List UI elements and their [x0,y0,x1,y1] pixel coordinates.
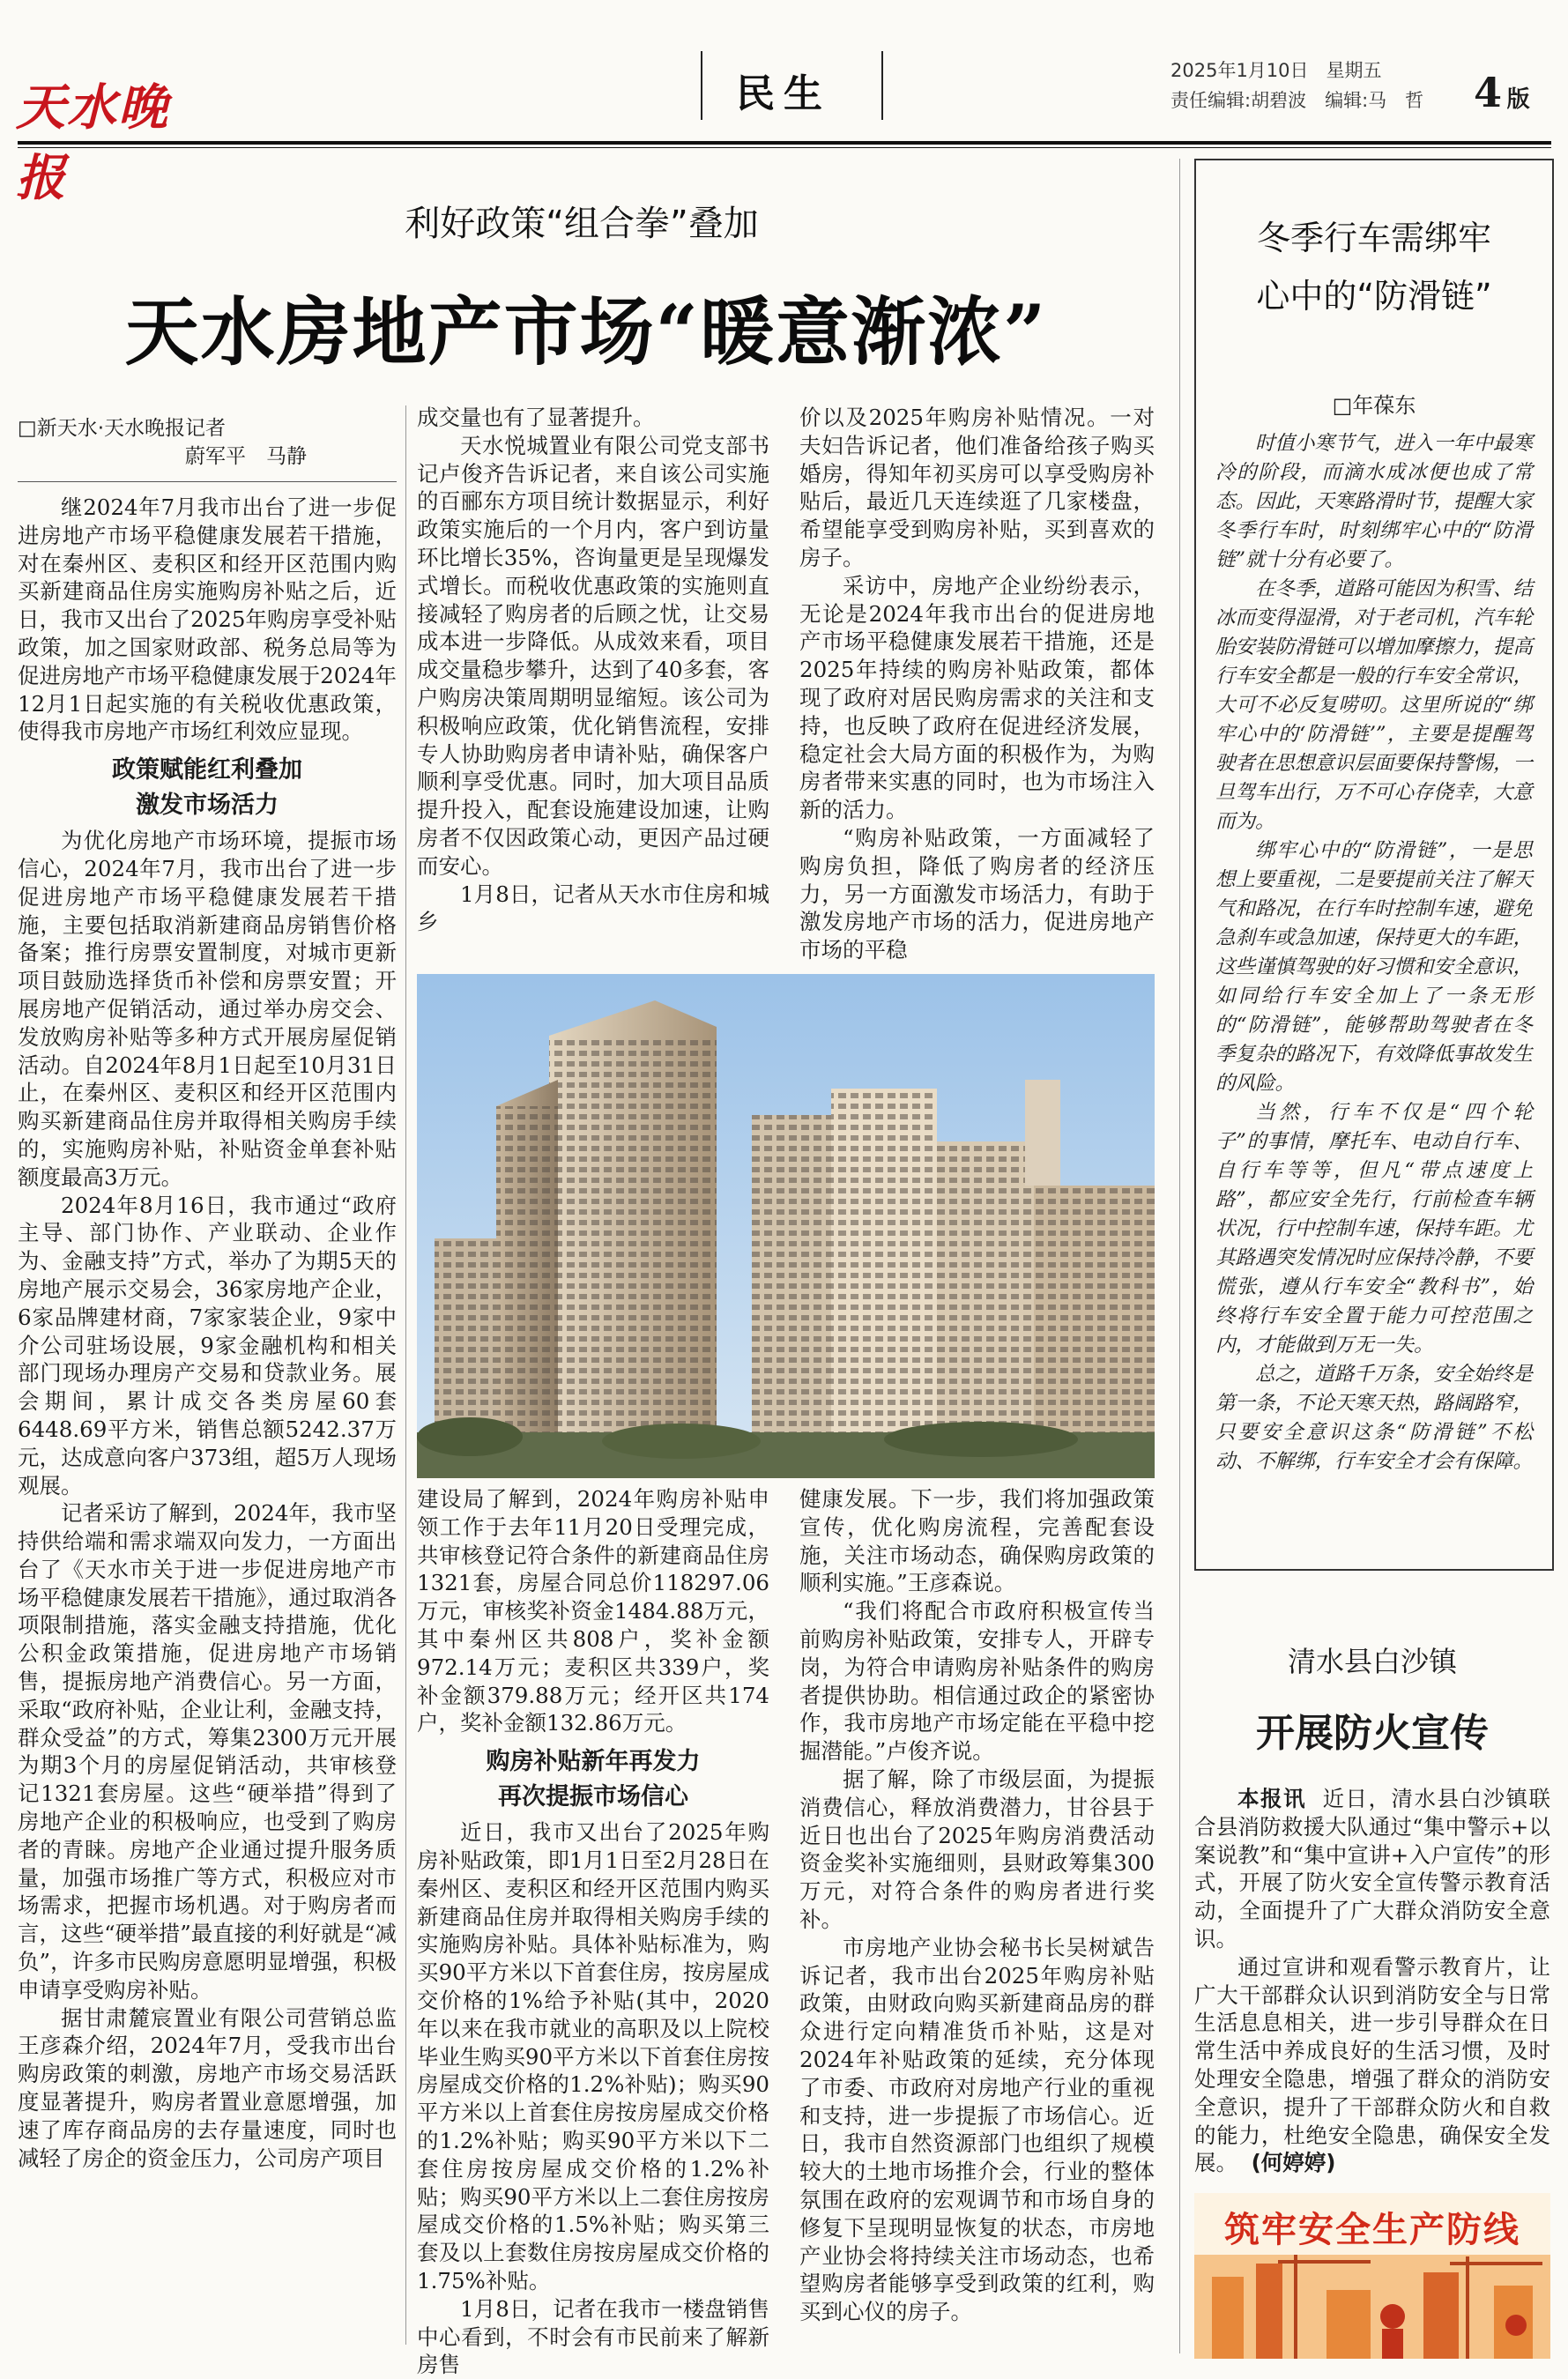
section-divider-left [701,51,702,120]
paragraph: “我们将配合市政府积极宣传当前购房补贴政策，安排专人，开辟专岗，为符合申请购房补贴条件的购房者提供协助。相信通过政企的紧密协作，我市房地产市场定能在平稳中挖掘潜能。”卢俊齐说。 [799,1598,1155,1765]
issue-weekday: 星期五 [1326,60,1382,81]
paragraph: 在冬季，道路可能因为积雪、结冰而变得湿滑，对于老司机，汽车轮胎安装防滑链可以增加摩擦力，提高行车安全都是一般的行车安全常识，大可不必反复唠叨。这里所说的“绑牢心中的‘防滑链’”，主要是提醒驾驶者在思想意识层面要保持警惕，一旦驾车出行，万不可心存侥幸，大意而为。 [1215,577,1534,833]
commentary-title-line-1: 冬季行车需绑牢 [1256,219,1491,257]
paragraph: 为优化房地产市场环境，提振市场信心，2024年7月，我市出台了进一步促进房地产市场平稳健康发展若干措施，主要包括取消新建商品房销售价格备案；推行房票安置制度，对城市更新项目鼓励选择货币补偿和房票安置；开展房地产促销活动，通过举办房交会、发放购房补贴等多种方式开展房屋促销活动。自2024年8月1日起至10月31日止，在秦州区、麦积区和经开区范围内购买新建商品住房并取得相关购房手续的，实施购房补贴，补贴资金单套补贴额度最高3万元。 [18,828,397,1190]
paragraph: 价以及2025年购房补贴情况。一对夫妇告诉记者，他们准备给孩子购买婚房，得知年初买房可以享受购房补贴后，最近几天连续逛了几家楼盘，希望能享受到购房补贴，买到喜欢的房子。 [799,405,1155,570]
paragraph: 据甘肃麓宸置业有限公司营销总监王彦森介绍，2024年7月，受我市出台购房政策的刺激，房地产市场交易活跃度显著提升，购房者置业意愿增强，加速了库存商品房的去存量速度，同时也减轻了房企的资金压力，公司房产项目 [18,2004,397,2171]
paragraph: 1月8日，记者在我市一楼盘销售中心看到，不时会有市民前来了解新房售 [417,2295,769,2378]
brief-paragraph-2: 通过宣讲和观看警示教育片，让广大干部群众认识到消防安全与日常生活息息相关，进一步引导群众在日常生活中养成良好的生活习惯，及时处理安全隐患，增强了群众的消防安全意识，提升了干部群众防火和自救的能力，杜绝安全隐患，确保安全发展。 [1194,1953,1550,2176]
article-column-1 [18,494,397,2172]
paragraph: 近日，我市又出台了2025年购房补贴政策，即1月1日至2月28日在秦州区、麦积区和经开区范围内购买新建商品住房并取得相关购房手续的实施购房补贴。具体补贴标准为，购买90平方米以下首套住房，按房屋成交价格的1%给予补贴(其中，2020年以来在我市就业的高职及以上院校毕业生购买90平方米以下首套住房按房屋成交价格的1.2%补贴)；购买90平方米以上首套住房按房屋成交价格的1.2%补贴；购买90平方米以下二套住房按房屋成交价格的1.2%补贴；购买90平方米以上二套住房按房屋成交价格的1.5%补贴；购买第三套及以上套数住房按房屋成交价格的1.75%补贴。 [417,1819,769,2294]
section-divider-right [881,51,883,120]
lead-kicker: 利好政策“组合拳”叠加 [405,204,759,244]
housing-photo [417,974,1155,1478]
commentary-box [1194,159,1554,1571]
paragraph [1194,1785,1550,1953]
safety-banner-text: 筑牢安全生产防线 [1224,2210,1520,2250]
commentary-title-line-2: 心中的“防滑链” [1256,277,1492,316]
paragraph: 1月8日，记者从天水市住房和城乡 [417,881,769,935]
commentary-title [1196,209,1552,325]
safety-banner [1194,2193,1550,2359]
paragraph: 绑牢心中的“防滑链”，一是思想上要重视，二是要提前关注了解天气和路况，在行车时控制车速，避免急刹车或急加速，保持更大的车距，这些谨慎驾驶的好习惯和安全意识，如同给行车安全加上了一条无形的“防滑链”，能够帮助驾驶者在冬季复杂的路况下，有效降低事故发生的风险。 [1215,839,1534,1095]
commentary-body [1215,429,1533,1476]
byline-names: 蔚军平 马静 [185,445,307,468]
paragraph: 记者采访了解到，2024年，我市坚持供给端和需求端双向发力，一方面出台了《天水市关于进一步促进房地产市场平稳健康发展若干措施》，通过取消各项限制措施，落实金融支持措施，优化公积金政策措施，促进房地产市场销售，提振房地产消费信心。另一方面，采取“政府补贴，企业让利，金融支持，群众受益”的方式，筹集2300万元开展为期3个月的房屋促销活动，共审核登记1321套房屋。这些“硬举措”得到了房地产企业的积极响应，也受到了购房者的青睐。房地产企业通过提升服务质量，加强市场推广等方式，积极应对市场需求，把握市场机遇。对于购房者而言，这些“硬举措”最直接的利好就是“减负”，许多市民购房意愿明显增强，积极申请享受购房补贴。 [18,1500,397,2003]
masthead-logo [16,69,219,207]
masthead-rule [18,141,1551,145]
article-column-3-top [799,404,1155,964]
masthead-rule-thin [18,147,1551,148]
brief-author: (何婷婷) [1251,2150,1336,2176]
paragraph [1194,1953,1550,2177]
paragraph: 建设局了解到，2024年购房补贴申领工作于去年11月20日受理完成，共审核登记符合条件的新建商品住房1321套，房屋合同总价118297.06万元，审核奖补资金1484.88万元，其中秦州区共808户，奖补金额972.14万元；麦积区共339户，奖补金额379.88万元；经开区共174户，奖补金额132.86万元。 [417,1486,769,1736]
paragraph: 当然，行车不仅是“四个轮子”的事情，摩托车、电动自行车、自行车等等，但凡“带点速度上路”，都应安全先行，行前检查车辆状况，行中控制车速，保持车距。尤其路遇突发情况时应保持冷静，不要慌张，遵从行车安全“教科书”，始终将行车安全置于能力可控范围之内，才能做到万无一失。 [1215,1101,1534,1357]
brief-body [1194,1785,1550,2177]
lead-headline: 天水房地产市场“暖意渐浓” [124,288,1048,375]
brief-headline: 开展防火宣传 [1256,1711,1489,1756]
subheading-2 [417,1744,769,1815]
column-divider [405,405,406,2345]
logo-text: 天水晚报 [16,78,169,207]
paragraph: 天水悦城置业有限公司党支部书记卢俊齐告诉记者，来自该公司实施的百郦东方项目统计数据显示，利好政策实施后的一个月内，客户到访量环比增长35%，咨询量更是呈现爆发式增长。而税收优惠政策的实施则直接减轻了购房者的后顾之忧，让交易成本进一步降低。从成效来看，项目成交量稳步攀升，达到了40多套，客户购房决策周期明显缩短。该公司为积极响应政策，优化销售流程，安排专人协助购房者申请补贴，确保客户顺利享受优惠。同时，加大项目品质提升投入，配套设施建设加速，让购房者不仅因政策心动，更因产品过硬而安心。 [417,432,769,879]
subheading-1-line-1: 政策赋能红利叠加 [112,756,302,784]
subheading-2-line-2: 再次提振市场信心 [498,1783,688,1811]
commentary-author: □年葆东 [1332,393,1416,418]
page-number-digit: 4 [1474,69,1503,116]
brief-paragraph-1: 近日，清水县白沙镇联合县消防救援大队通过“集中警示+以案说教”和“集中宣讲+入户宣传”的形式，开展了防火安全宣传警示教育活动，全面提升了广大群众消防安全意识。 [1194,1786,1551,1952]
subheading-2-line-1: 购房补贴新年再发力 [486,1748,701,1776]
byline-source: □新天水·天水晚报记者 [18,417,227,440]
paragraph: “购房补贴政策，一方面减轻了购房负担，降低了购房者的经济压力，另一方面激发市场活力，有助于激发房地产市场的活力，促进房地产市场的平稳 [799,824,1155,963]
article-column-3-bottom [799,1485,1155,2326]
page-number-unit: 版 [1506,86,1530,113]
subheading-1 [18,753,397,823]
article-column-2-top [417,404,769,936]
paragraph: 据了解，除了市级层面，为提振消费信心，释放消费潜力，甘谷县于近日也出台了2025年购房消费活动资金奖补实施细则，县财政筹集300万元，对符合条件的购房者进行奖补。 [799,1766,1155,1932]
column-divider [1179,159,1180,2353]
paragraph: 健康发展。下一步，我们将加强政策宣传，优化购房流程，完善配套设施，关注市场动态，确保购房政策的顺利实施。”王彦森说。 [799,1486,1155,1596]
brief-source: 本报讯 [1237,1786,1306,1811]
brief-kicker: 清水县白沙镇 [1287,1645,1457,1678]
issue-date-line [1170,56,1382,83]
byline [18,414,397,471]
paragraph: 继2024年7月我市出台了进一步促进房地产市场平稳健康发展若干措施，对在秦州区、麦积区和经开区范围内购买新建商品住房实施购房补贴之后，近日，我市又出台了2025年购房享受补贴政策，加之国家财政部、税务总局等为促进房地产市场平稳健康发展于2024年12月1日起实施的有关税收优惠政策，使得我市房地产市场红利效应显现。 [18,494,397,745]
article-column-2-bottom [417,1485,769,2379]
residential-towers-illustration [417,974,1155,1478]
editors-line: 责任编辑:胡碧波 编辑:马 哲 [1170,90,1424,111]
paragraph: 时值小寒节气，进入一年中最寒冷的阶段，而滴水成冰便也成了常态。因此，天寒路滑时节，提醒大家冬季行车时，时刻绑牢心中的“防滑链”就十分有必要了。 [1215,432,1534,571]
page-number [1474,69,1530,116]
byline-rule [18,481,397,482]
paragraph: 市房地产业协会秘书长吴树斌告诉记者，我市出台2025年购房补贴政策，由财政向购买新建商品房的群众进行定向精准货币补贴，这是对2024年补贴政策的延续，充分体现了市委、市政府对房地产行业的重视和支持，进一步提振了市场信心。近日，我市自然资源部门也组织了规模较大的土地市场推介会，行业的整体氛围在政府的宏观调节和市场自身的修复下呈现明显恢复的状态，市房地产业协会将持续关注市场动态，也希望购房者能够享受到政策的红利，购买到心仪的房子。 [799,1934,1155,2325]
paragraph: 采访中，房地产企业纷纷表示，无论是2024年我市出台的促进房地产市场平稳健康发展若干措施，还是2025年持续的购房补贴政策，都体现了政府对居民购房需求的关注和支持，也反映了政府在促进经济发展，稳定社会大局方面的积极作为，为购房者带来实惠的同时，也为市场注入新的活力。 [799,572,1155,823]
paragraph: 总之，道路千万条，安全始终是第一条，不论天寒天热，路阔路窄，只要安全意识这条“防滑链”不松动、不解绑，行车安全才会有保障。 [1215,1363,1534,1473]
issue-date: 2025年1月10日 [1170,60,1309,81]
paragraph: 2024年8月16日，我市通过“政府主导、部门协作、产业联动、企业作为、金融支持”方式，举办了为期5天的房地产展示交易会，36家房地产企业，6家品牌建材商，7家家装企业，9家中介公司驻场设展，9家金融机构和相关部门现场办理房产交易和贷款业务。展会期间，累计成交各类房屋60套6448.69平方米，销售总额5242.37万元，达成意向客户373组，超5万人现场观展。 [18,1192,397,1498]
paragraph: 成交量也有了显著提升。 [417,405,655,430]
subheading-1-line-2: 激发市场活力 [136,792,279,820]
section-name: 民生 [736,71,831,116]
